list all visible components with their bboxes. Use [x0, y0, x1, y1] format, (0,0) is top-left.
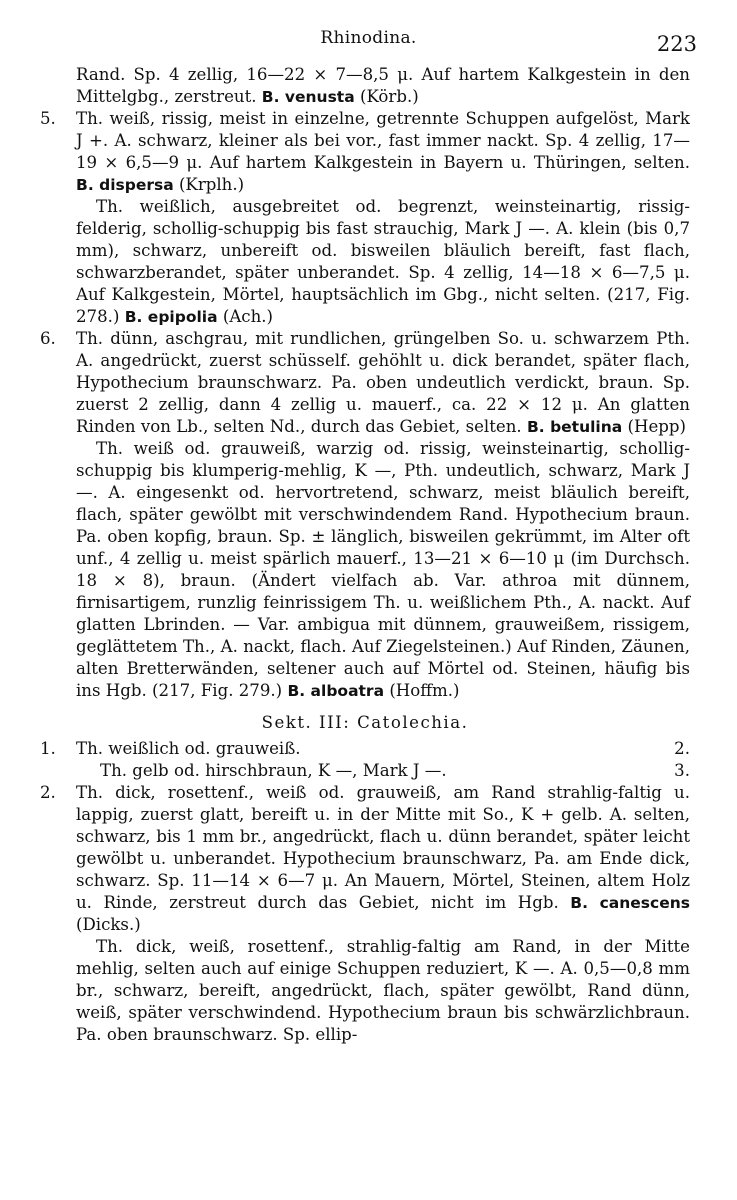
- key-text: Th. gelb od. hirschbraun, K —, Mark J —.: [100, 761, 447, 780]
- key-number: 1.: [40, 739, 56, 758]
- key-line: [40, 738, 690, 760]
- species-name: B. alboatra: [287, 682, 385, 700]
- running-title: Rhinodina.: [320, 28, 417, 48]
- entry-number: 2.: [40, 783, 56, 802]
- key-line: [40, 760, 690, 782]
- species-author: (Körb.): [359, 87, 419, 106]
- page-header: [0, 22, 737, 56]
- species-author: (Dicks.): [76, 915, 141, 934]
- key-lead: 3.: [674, 761, 690, 780]
- entry-continued: [40, 936, 690, 1046]
- entry-epipolia: [40, 196, 690, 328]
- entry-text: Th. dick, rosettenf., weiß od. grauweiß, am Rand strahlig-faltig u. lappig, zuerst glatt, bereift u. in der Mitte mit So., K + gelb. A. selten, schwarz, bis 1 mm br., angedrückt, flach u. dünn berandet, später leicht gewölbt u. unberandet. Hypothecium braunschwarz, Pa. am Ende dick, schwarz. Sp. 11—14 × 6—7 μ. An Mauern, Mörtel, Steinen, altem Holz u. Rinde, zerstreut durch das Gebiet, nicht im Hgb.: [76, 783, 690, 912]
- entry-text: Th. weiß od. grauweiß, warzig od. rissig, weinsteinartig, schollig-schuppig bis klumperig-mehlig, K —, Pth. undeutlich, schwarz, Mark J —. A. eingesenkt od. hervortretend, schwarz, meist bläulich bereift, flach, später gewölbt mit verschwindendem Rand. Hypothecium braun. Pa. oben kopfig, braun. Sp. ± länglich, bisweilen gekrümmt, im Alter oft unf., 4 zellig u. meist spärlich mauerf., 13—21 × 6—10 μ (im Durchsch. 18 × 8), braun. (Ändert vielfach ab. Var. athroa mit dünnem, firnisartigem, runzlig feinrissigem Th. u. weißlichem Pth., A. nackt. Auf glatten Lbrinden. — Var. ambigua mit dünnem, grauweißem, rissigem, geglättetem Th., A. nackt, flach. Auf Ziegelsteinen.) Auf Rinden, Zäunen, alten Bretterwänden, seltener auch auf Mörtel od. Steinen, häufig bis ins Hgb. (217, Fig. 279.): [76, 439, 690, 700]
- entry-text: Th. weißlich, ausgebreitet od. begrenzt, weinsteinartig, rissig-felderig, schollig-schuppig bis fast strauchig, Mark J —. A. klein (bis 0,7 mm), schwarz, unbereift od. bisweilen bläulich bereift, fast flach, schwarzberandet, später unberandet. Sp. 4 zellig, 14—18 × 6—7,5 μ. Auf Kalkgestein, Mörtel, hauptsächlich im Gbg., nicht selten. (217, Fig. 278.): [76, 197, 690, 326]
- key-text: Th. weißlich od. grauweiß.: [76, 739, 301, 758]
- entry-alboatra: [40, 438, 690, 702]
- species-name: B. venusta: [261, 88, 355, 106]
- entry-betulina: [40, 328, 690, 438]
- entry-text: Th. dünn, aschgrau, mit rundlichen, grüngelben So. u. schwarzem Pth. A. angedrückt, zuerst schüsself. gehöhlt u. dick berandet, später flach, Hypothecium braunschwarz. Pa. oben undeutlich verdickt, braun. Sp. zuerst 2 zellig, dann 4 zellig u. mauerf., ca. 22 × 12 μ. An glatten Rinden von Lb., selten Nd., durch das Gebiet, selten.: [76, 329, 690, 436]
- species-author: (Krplh.): [178, 175, 245, 194]
- species-name: B. canescens: [570, 894, 690, 912]
- entry-text: Rand. Sp. 4 zellig, 16—22 × 7—8,5 μ. Auf hartem Kalkgestein in den Mittelgbg., zerstreut.: [76, 65, 690, 106]
- entry-text: Th. dick, weiß, rosettenf., strahlig-faltig am Rand, in der Mitte mehlig, selten auch auf einige Schuppen reduziert, K —. A. 0,5—0,8 mm br., schwarz, bereift, angedrückt, flach, später gewölbt, Rand dünn, weiß, später verschwindend. Hypothecium braun bis schwärzlichbraun. Pa. oben braunschwarz. Sp. ellip-: [76, 937, 690, 1044]
- species-name: B. dispersa: [76, 176, 174, 194]
- entry-text: Th. weiß, rissig, meist in einzelne, getrennte Schuppen aufgelöst, Mark J +. A. schwarz, kleiner als bei vor., fast immer nackt. Sp. 4 zellig, 17—19 × 6,5—9 μ. Auf hartem Kalkgestein in Bayern u. Thüringen, selten.: [76, 109, 690, 172]
- entry-dispersa: [40, 108, 690, 196]
- species-author: (Hoffm.): [389, 681, 460, 700]
- species-author: (Hepp): [627, 417, 687, 436]
- species-name: B. betulina: [526, 418, 623, 436]
- key-lead: 2.: [674, 739, 690, 758]
- entry-canescens: [40, 782, 690, 936]
- page-body: [40, 64, 690, 1046]
- section-heading: Sekt. III: Catolechia.: [261, 713, 469, 732]
- entry-number: 6.: [40, 329, 56, 348]
- entry-venusta: [40, 64, 690, 108]
- species-name: B. epipolia: [124, 308, 218, 326]
- page-number: 223: [656, 32, 697, 56]
- entry-number: 5.: [40, 109, 56, 128]
- species-author: (Ach.): [222, 307, 274, 326]
